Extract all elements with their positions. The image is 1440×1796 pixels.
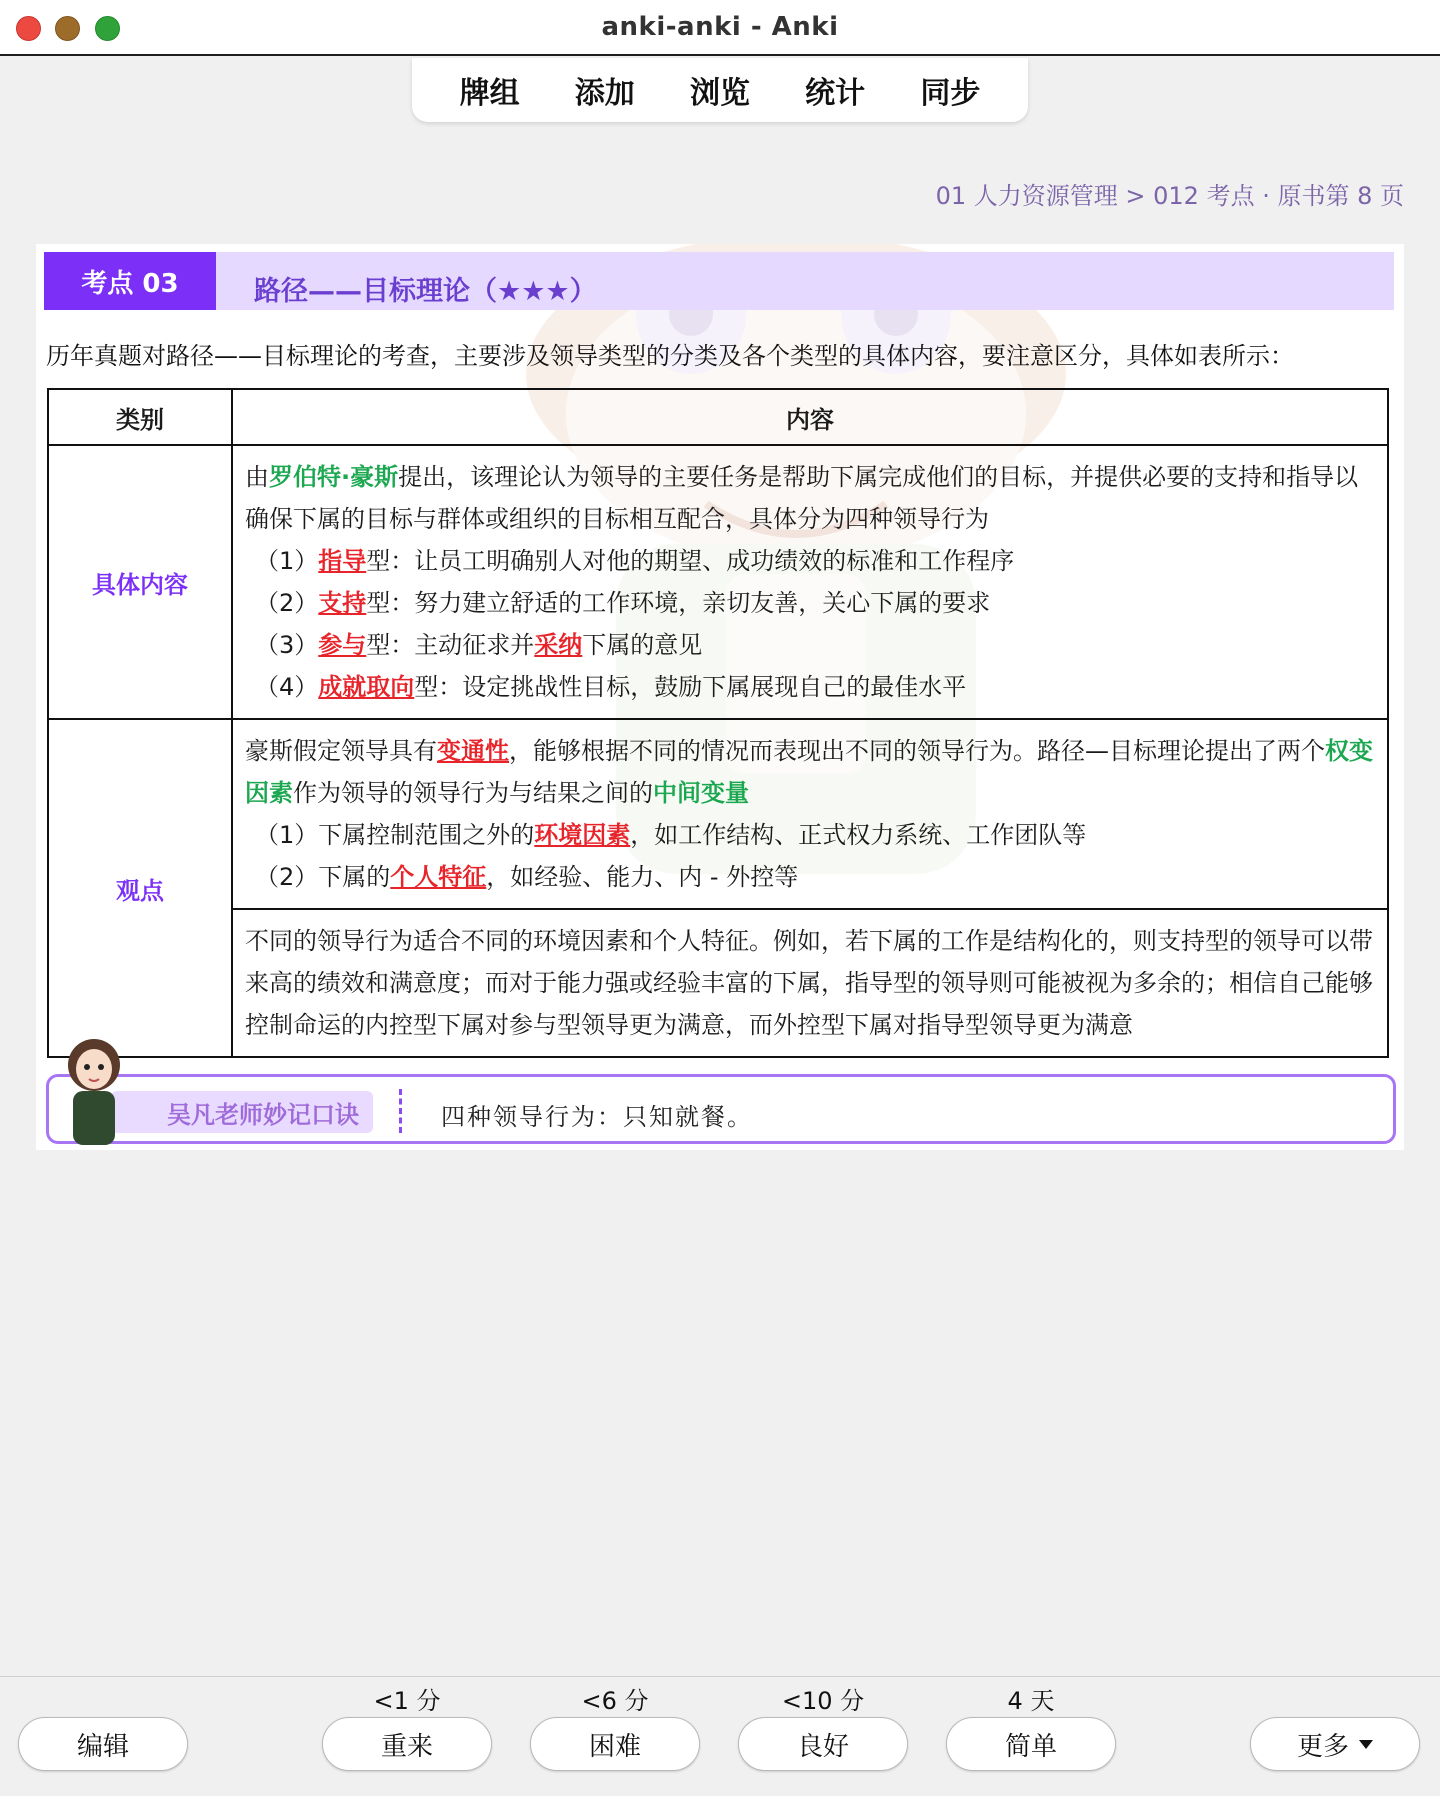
mnemonic-text: 四种领导行为：只知就餐。 xyxy=(441,1103,753,1131)
mnemonic-divider xyxy=(399,1089,402,1133)
chevron-down-icon xyxy=(1359,1740,1373,1749)
highlight-red: 参与 xyxy=(318,631,367,659)
point-tag: 考点 03 xyxy=(44,252,216,310)
window-titlebar xyxy=(0,0,1440,56)
easy-button[interactable] xyxy=(946,1717,1116,1771)
text-run: 提出，该理论认为领导的主要任务是帮助下属完成他们的目标，并提供必要的支持和指导以确保下属的目标与群体或组织的目标相互配合，具体分为四种领导行为 xyxy=(245,463,1359,533)
intro-text: 历年真题对路径——目标理论的考查，主要涉及领导类型的分类及各个类型的具体内容，要注意区分，具体如表所示： xyxy=(46,342,1294,370)
highlight-red: 环境因素 xyxy=(534,821,631,849)
top-toolbar xyxy=(412,58,1028,122)
table-row xyxy=(48,445,1388,719)
good-button[interactable] xyxy=(738,1717,908,1771)
header-content: 内容 xyxy=(232,389,1388,445)
text-run: 型：让员工明确别人对他的期望、成功绩效的标准和工作程序 xyxy=(366,547,1015,575)
list-item xyxy=(245,540,1375,582)
edit-button[interactable] xyxy=(18,1717,188,1771)
interval-easy: 4 天 xyxy=(1007,1687,1055,1715)
theory-table xyxy=(47,388,1389,1058)
point-heading: 路径——目标理论（★★★） xyxy=(254,276,597,307)
highlight-red: 成就取向 xyxy=(318,673,415,701)
hard-button[interactable] xyxy=(530,1717,700,1771)
edit-button-label: 编辑 xyxy=(76,1731,129,1762)
table-row xyxy=(48,909,1388,1057)
text-run: 豪斯假定领导具有 xyxy=(245,737,437,765)
item-number: （2） xyxy=(255,589,319,617)
content-cell xyxy=(232,909,1388,1057)
highlight-red: 支持 xyxy=(318,589,367,617)
more-button-label: 更多 xyxy=(1296,1731,1349,1762)
highlight-red: 个人特征 xyxy=(390,863,487,891)
item-number: （1） xyxy=(255,547,319,575)
list-item xyxy=(245,814,1375,856)
item-number: （1） xyxy=(255,821,319,849)
list-item xyxy=(245,666,1375,708)
content-paragraph xyxy=(245,456,1375,540)
text-run: 下属的意见 xyxy=(582,631,703,659)
category-cell: 具体内容 xyxy=(48,445,232,719)
list-item xyxy=(245,624,1375,666)
text-run: ，能够根据不同的情况而表现出不同的领导行为。路径—目标理论提出了两个 xyxy=(509,737,1325,765)
nav-add[interactable]: 添加 xyxy=(574,76,635,111)
text-run: 下属的 xyxy=(318,863,391,891)
category-cell: 观点 xyxy=(48,719,232,1057)
answer-bar xyxy=(0,1676,1440,1796)
easy-button-label: 简单 xyxy=(1004,1731,1057,1762)
highlight-green: 罗伯特·豪斯 xyxy=(269,463,399,491)
text-run: ，如工作结构、正式权力系统、工作团队等 xyxy=(630,821,1087,849)
highlight-red: 变通性 xyxy=(437,737,509,765)
header-category: 类别 xyxy=(48,389,232,445)
window-title: anki-anki - Anki xyxy=(601,12,839,42)
highlight-red: 指导 xyxy=(318,547,367,575)
text-run: 作为领导的领导行为与结果之间的 xyxy=(293,779,653,807)
text-run: 由 xyxy=(245,463,269,491)
interval-again: <1 分 xyxy=(373,1687,441,1715)
table-row xyxy=(48,719,1388,909)
content-cell xyxy=(232,445,1388,719)
highlight-green: 中间变量 xyxy=(653,779,749,807)
text-run: 型：努力建立舒适的工作环境，亲切友善，关心下属的要求 xyxy=(366,589,991,617)
hard-button-label: 困难 xyxy=(588,1731,641,1762)
again-button[interactable] xyxy=(322,1717,492,1771)
item-number: （3） xyxy=(255,631,319,659)
mnemonic-box xyxy=(46,1074,1396,1144)
teacher-avatar xyxy=(61,1037,127,1145)
card-content xyxy=(36,244,1404,1150)
good-button-label: 良好 xyxy=(796,1731,849,1762)
nav-sync[interactable]: 同步 xyxy=(920,76,981,111)
item-number: （2） xyxy=(255,863,319,891)
nav-browse[interactable]: 浏览 xyxy=(689,76,750,111)
interval-hard: <6 分 xyxy=(581,1687,649,1715)
point-header-bar xyxy=(44,252,1394,310)
highlight-red: 采纳 xyxy=(534,631,583,659)
content-paragraph: 不同的领导行为适合不同的环境因素和个人特征。例如，若下属的工作是结构化的，则支持型的领导可以带来高的绩效和满意度；而对于能力强或经验丰富的下属，指导型的领导则可能被视为多余的；相信自己能够控制命运的内控型下属对参与型领导更为满意，而外控型下属对指导型领导更为满意 xyxy=(245,927,1373,1039)
text-run: 下属控制范围之外的 xyxy=(318,821,535,849)
list-item xyxy=(245,582,1375,624)
again-button-label: 重来 xyxy=(380,1731,433,1762)
deck-breadcrumb: 01 人力资源管理 > 012 考点 · 原书第 8 页 xyxy=(935,182,1404,210)
table-header-row xyxy=(48,389,1388,445)
interval-good: <10 分 xyxy=(781,1687,865,1715)
content-paragraph xyxy=(245,730,1375,814)
text-run: 型：设定挑战性目标，鼓励下属展现自己的最佳水平 xyxy=(414,673,967,701)
more-button[interactable] xyxy=(1250,1717,1420,1771)
item-number: （4） xyxy=(255,673,319,701)
text-run: 型：主动征求并 xyxy=(366,631,535,659)
list-item xyxy=(245,856,1375,898)
highlight-green: 权变因素 xyxy=(245,737,1373,807)
nav-stats[interactable]: 统计 xyxy=(805,76,866,111)
nav-decks[interactable]: 牌组 xyxy=(459,76,520,111)
mnemonic-label: 吴凡老师妙记口诀 xyxy=(111,1091,373,1133)
text-run: ，如经验、能力、内 - 外控等 xyxy=(486,863,799,891)
content-cell xyxy=(232,719,1388,909)
